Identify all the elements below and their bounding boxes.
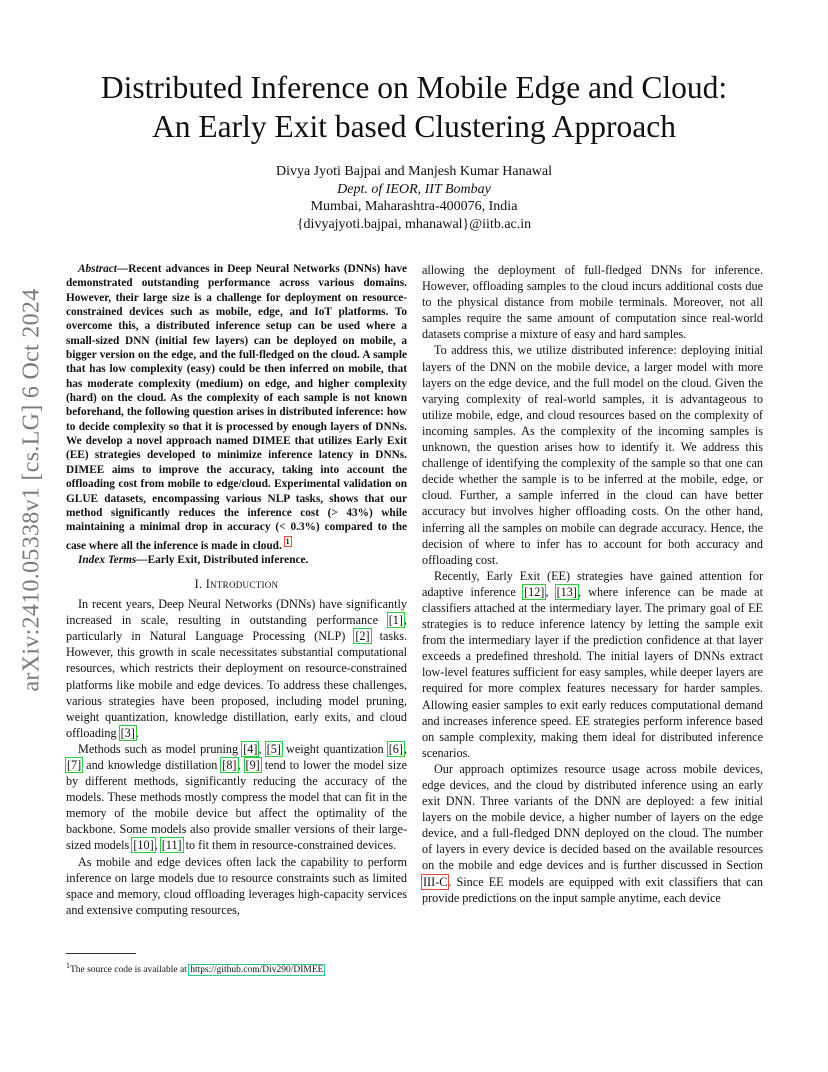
citation-link[interactable]: [5] [266,741,281,756]
footnote [66,960,407,976]
index-terms-lead: Index Terms [78,553,137,566]
citation-link[interactable]: [2] [355,629,370,644]
footnote-mark: 1 [66,961,70,970]
text-run: Methods such as model pruning [78,741,243,756]
text-run: In recent years, Deep Neural Networks (DNNs) have significantly increased in scale, resulting in outstanding performance [66,597,407,628]
section-ref-link[interactable]: III-C [423,874,448,889]
source-code-link[interactable]: https://github.com/Div290/DIMEE [190,965,324,976]
citation-link[interactable]: [10] [133,838,154,853]
title-line-1: Distributed Inference on Mobile Edge and Cloud: [100,70,728,105]
text-run: Our approach optimizes resource usage across mobile devices, edge devices, and the cloud by distributed inference using an early exit DNN. Three variants of the DNN are deployed: a few initial layers on the mobile device, a higher number of layers on the edge device, and a full-fledged DNN deployed on the cloud. The number of layers in every device is decided based on the available resources on the mobile and edge devices and is further discussed in Section [422,761,763,873]
citation-link[interactable]: [3] [120,725,135,740]
author-email: {divyajyoti.bajpai, mhanawal}@iitb.ac.in [296,216,532,232]
text-run: and knowledge distillation [82,758,222,773]
right-paragraph-3 [422,568,763,761]
text-run: , particularly in Natural Language Processing (NLP) [66,613,407,644]
author-location: Mumbai, Maharashtra-400076, India [310,199,518,214]
text-run: . Since EE models are equipped with exit classifiers that can provide predictions on the input sample anytime, each device [422,874,763,905]
right-column [422,262,763,906]
citation-link[interactable]: [12] [524,584,545,599]
author-dept: Dept. of IEOR, IIT Bombay [337,181,491,197]
citation-link[interactable]: [4] [243,741,258,756]
abstract [66,262,407,553]
text-run: tasks. However, this growth in scale necessitates substantial computational resources, which restricts their deployment on resource-constrained platforms like mobile and edge devices. To address these challenges, various strategies have been proposed, including model pruning, weight quantization, knowledge distillation, early exits, and cloud offloading [66,629,407,740]
text-run: , [154,838,161,853]
arxiv-stamp-text: arXiv:2410.05338v1 [cs.LG] 6 Oct 2024 [18,288,45,692]
section-heading-introduction [66,576,407,592]
footnote-link[interactable]: 1 [285,536,290,546]
text-run: weight quantization [281,741,388,756]
abstract-text-b: ) while maintaining a minimal drop in accuracy ( [66,506,407,534]
citation-link[interactable]: [7] [67,758,82,773]
section-numeral: I. [194,576,206,591]
abstract-text-c: ) compared to the case where all the inference is made in cloud. [66,521,407,552]
abstract-math-1: > 43% [331,506,369,519]
footnote-text: The source code is available at [69,965,190,976]
citation-link[interactable]: [9] [245,758,260,773]
section-title: Introduction [205,576,279,591]
citation-link[interactable]: [11] [161,838,182,853]
abstract-math-2: < 0.3% [279,521,316,534]
author-names: Divya Jyoti Bajpai and Manjesh Kumar Hanawal [275,164,553,179]
abstract-text-a: —Recent advances in Deep Neural Networks (DNNs) have demonstrated outstanding performance across various domains. However, their large size is a challenge for deployment on resource-constrained devices such as mobile, edge, and IoT platforms. To overcome this, a distributed inference setup can be used where a small-sized DNN (initial few layers) can be deployed on mobile, a bigger version on the edge, and the full-fledged on the cloud. A sample that has low complexity (easy) could be then inferred on mobile, that has moderate complexity (medium) on edge, and higher complexity (hard) on the cloud. As the complexity of each sample is not known beforehand, the following question arises in distributed inference: how to decide complexity so that it is processed by enough layers of DNNs. We develop a novel approach named DIMEE that utilizes Early Exit (EE) strategies developed to minimize inference latency in DNNs. DIMEE aims to improve the accuracy, taking into account the offloading cost from mobile to edge/cloud. Experimental validation on GLUE datasets, encompassing various NLP tasks, shows that our method significantly reduces the inference cost ( [66,263,407,519]
right-paragraph-4 [422,761,763,906]
title-line-2: An Early Exit based Clustering Approach [151,109,676,144]
text-run: to fit them in resource-constrained devices. [182,838,397,853]
intro-paragraph-2 [66,741,407,854]
text-run: , [545,584,556,599]
intro-paragraph-1 [66,596,407,741]
text-run: , [258,741,266,756]
text-run: Recently, Early Exit (EE) strategies have gained attention for adaptive inference [422,568,763,599]
right-paragraph-2: To address this, we utilize distributed inference: deploying initial layers of the DNN on the mobile device, a larger model with more layers on the edge device, and the full model on the cloud. Given the varying complexity of real-world samples, it is advantageous to utilize mobile, edge, and cloud resources based on the complexity of incoming samples. As the complexity of the incoming samples is unknown, the question arises how to identify it. We address this challenge of identifying the complexity of the sample so that one can decide whether the sample is to be inferred at the mobile, edge, or cloud. Further, a sample inferred in the cloud can have better accuracy but involves higher offloading costs. On the other hand, inferring all the samples on mobile can degrade accuracy. Hence, the decision of where to infer has to account for both accuracy and offloading cost. [422,343,763,567]
left-column [66,262,407,918]
citation-link[interactable]: [1] [388,613,403,628]
citation-link[interactable]: [13] [556,584,577,599]
paper-title [60,68,768,146]
text-run: , [403,741,408,756]
text-run: , where inference can be made at classifiers attached at the intermediary layer. The primary goal of EE strategies is to reduce inference latency by letting the sample exit from the intermediary layer if the prediction confidence at that layer exceeds a predefined threshold. The initial layers of DNNs extract low-level features sufficient for easy samples, while deeper layers are required for more complex features necessary for harder samples. Allowing easier samples to exit early reduces computational demand and increases inference speed. EE strategies perform inference based on sample complexity, making them ideal for distributed inference scenarios. [422,584,763,760]
arxiv-stamp [18,288,46,692]
text-run: tend to lower the model size by different methods, significantly reducing the accuracy of the models. These methods mostly compress the model that can fit in the memory of the mobile device but affect the optimality of the backbone. Some models also provide smaller versions of their large-sized models [66,758,408,853]
text-run: , [237,758,245,773]
intro-paragraph-3: As mobile and edge devices often lack the capability to perform inference on large models due to resource constraints such as limited space and memory, cloud offloading leverages high-capacity services and extensive computing resources, [66,854,407,917]
index-terms-text: —Early Exit, Distributed inference. [136,553,309,566]
citation-link[interactable]: [8] [222,758,237,773]
footnote-rule [66,953,136,954]
citation-link[interactable]: [6] [388,741,403,756]
text-run: . [135,725,139,740]
abstract-lead: Abstract [78,263,117,275]
right-paragraph-1: allowing the deployment of full-fledged DNNs for inference. However, offloading samples to the cloud incurs additional costs due to the physical distance from mobile terminals. Moreover, not all samples require the same amount of computation since real-world datasets comprise a mixture of easy and hard samples. [422,263,763,342]
index-terms [66,553,407,567]
author-block [60,163,768,233]
